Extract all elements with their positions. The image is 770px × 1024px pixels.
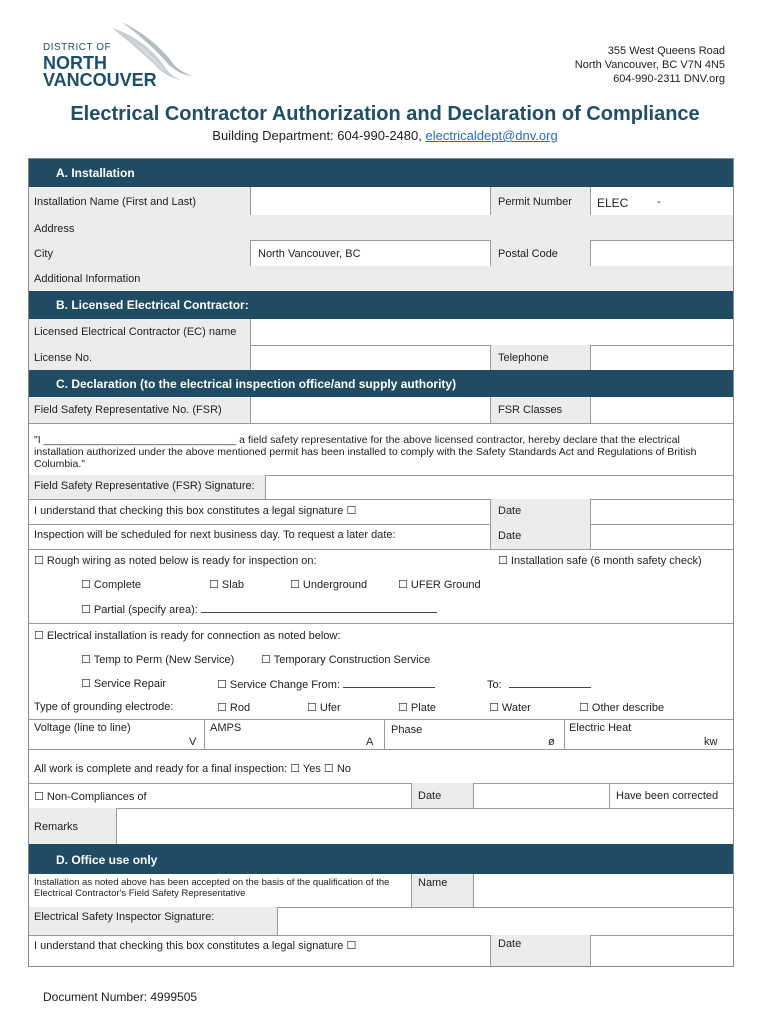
temp-construction-checkbox[interactable]: ☐ Temporary Construction Service (261, 654, 431, 666)
permit-number-label: Permit Number (498, 196, 572, 208)
permit-dash: - (657, 196, 661, 208)
ufer-checkbox[interactable]: ☐ Ufer (307, 702, 341, 714)
to-label: To: (487, 679, 502, 691)
grounding-label: Type of grounding electrode: (34, 701, 174, 713)
ufer-ground-checkbox[interactable]: ☐ UFER Ground (398, 579, 481, 591)
permit-number-input[interactable] (591, 187, 733, 215)
permit-prefix: ELEC (597, 196, 629, 210)
fsr-signature-input[interactable] (266, 475, 733, 499)
office-name-input[interactable] (474, 874, 733, 907)
non-compliances-checkbox[interactable]: ☐ Non-Compliances of (34, 791, 147, 803)
final-inspection-checkboxes[interactable]: All work is complete and ready for a final inspection: ☐ Yes ☐ No (34, 763, 351, 775)
section-d-title: D. Office use only (56, 853, 158, 867)
license-no-label: License No. (34, 352, 93, 364)
ec-name-label: Licensed Electrical Contractor (EC) name (34, 326, 237, 338)
inspection-date-label: Date (498, 530, 522, 542)
rod-checkbox[interactable]: ☐ Rod (217, 702, 251, 714)
electric-heat-unit: kw (704, 736, 718, 748)
ec-name-input[interactable] (251, 319, 733, 345)
installation-safe-checkbox[interactable]: ☐ Installation safe (6 month safety check) (498, 555, 702, 567)
underground-checkbox[interactable]: ☐ Underground (290, 579, 368, 591)
service-change-to (487, 677, 591, 691)
phase-label: Phase (391, 724, 423, 736)
corrected-label: Have been corrected (616, 790, 719, 802)
declaration-text: "I _________________________________ a field safety representative for the above licensed contractor, hereby declare that the electrical installation authorized under the above mentioned permit has been installed to comply with the Safety Standards Act and Regulations of British Columbia." (34, 434, 697, 470)
email-link[interactable]: electricaldept@dnv.org (425, 128, 558, 143)
postal-code-label: Postal Code (498, 248, 558, 260)
fsr-signature-label: Field Safety Representative (FSR) Signature: (34, 480, 255, 492)
electric-heat-label: Electric Heat (569, 722, 632, 734)
partial-checkbox[interactable] (81, 602, 437, 616)
fsr-date-input[interactable] (591, 499, 733, 524)
accepted-note: Installation as noted above has been accepted on the basis of the qualification of the Electrical Contractor's Field Safety Representative (34, 877, 390, 899)
connection-ready-checkbox[interactable]: ☐ Electrical installation is ready for connection as noted below: (34, 630, 341, 642)
installation-name-input[interactable] (251, 187, 489, 215)
document-number: Document Number: 4999505 (43, 990, 198, 1004)
section-b-header (29, 291, 733, 319)
address-label: Address (34, 223, 75, 235)
non-compliances-date-input[interactable] (474, 783, 609, 808)
inspector-date-label: Date (498, 938, 522, 950)
address-line1: 355 West Queens Road (607, 45, 725, 57)
section-d-header (29, 844, 733, 874)
plate-checkbox[interactable]: ☐ Plate (398, 702, 436, 714)
installation-name-label: Installation Name (First and Last) (34, 196, 197, 208)
fsr-classes-input[interactable] (591, 397, 733, 423)
partial-label: ☐ Partial (specify area): (81, 604, 198, 616)
slab-checkbox[interactable]: ☐ Slab (209, 579, 244, 591)
non-compliances-date-label: Date (418, 790, 442, 802)
section-c-title: C. Declaration (to the electrical inspection office/and supply authority) (56, 377, 457, 391)
inspection-note: Inspection will be scheduled for next business day. To request a later date: (34, 529, 396, 541)
remarks-input[interactable] (117, 808, 733, 844)
section-a-title: A. Installation (56, 166, 135, 180)
fsr-legal-signature-checkbox[interactable]: I understand that checking this box constitutes a legal signature ☐ (34, 505, 357, 517)
office-address (575, 44, 725, 86)
postal-code-input[interactable] (591, 240, 733, 266)
authorization-form (28, 158, 734, 967)
amps-label: AMPS (210, 722, 242, 734)
logo-line3: VANCOUVER (43, 70, 157, 90)
inspector-legal-signature-checkbox[interactable]: I understand that checking this box constitutes a legal signature ☐ (34, 940, 357, 952)
logo-line1: DISTRICT OF (43, 42, 112, 53)
inspector-signature-input[interactable] (278, 907, 733, 935)
service-change-label: ☐ Service Change From: (217, 679, 340, 691)
rough-wiring-checkbox[interactable]: ☐ Rough wiring as noted below is ready for inspection on: (34, 555, 317, 567)
district-logo (40, 20, 210, 92)
telephone-label: Telephone (498, 352, 549, 364)
license-no-input[interactable] (251, 345, 489, 370)
address-line3: 604-990-2311 DNV.org (613, 73, 725, 85)
phase-unit: ø (548, 736, 555, 748)
city-input[interactable]: North Vancouver, BC (258, 248, 361, 260)
page-title: Electrical Contractor Authorization and Declaration of Compliance (70, 103, 700, 125)
water-checkbox[interactable]: ☐ Water (489, 702, 531, 714)
page-subtitle (0, 128, 770, 143)
section-a-header (29, 159, 733, 187)
section-b-title: B. Licensed Electrical Contractor: (56, 298, 249, 312)
fsr-no-input[interactable] (251, 397, 489, 423)
fsr-date-label: Date (498, 505, 522, 517)
fsr-classes-label: FSR Classes (498, 404, 563, 416)
address-line2: North Vancouver, BC V7N 4N5 (574, 59, 725, 71)
service-change-to-input[interactable] (509, 677, 591, 688)
fsr-no-label: Field Safety Representative No. (FSR) (34, 404, 222, 416)
inspector-signature-label: Electrical Safety Inspector Signature: (34, 911, 215, 923)
additional-info-label: Additional Information (34, 273, 141, 285)
voltage-unit: V (189, 736, 197, 748)
city-label: City (34, 248, 53, 260)
service-change-from-input[interactable] (343, 677, 435, 688)
service-change-checkbox[interactable] (217, 677, 435, 691)
voltage-label: Voltage (line to line) (34, 722, 131, 734)
complete-checkbox[interactable]: ☐ Complete (81, 579, 141, 591)
section-c-header (29, 370, 733, 397)
temp-to-perm-checkbox[interactable]: ☐ Temp to Perm (New Service) (81, 654, 235, 666)
inspection-date-input[interactable] (591, 524, 733, 549)
amps-unit: A (366, 736, 374, 748)
name-label: Name (418, 877, 448, 889)
other-checkbox[interactable]: ☐ Other describe (579, 702, 665, 714)
logo-line2: NORTH (43, 53, 107, 73)
inspector-date-input[interactable] (591, 935, 733, 966)
service-repair-checkbox[interactable]: ☐ Service Repair (81, 678, 167, 690)
subtitle-phone: Building Department: 604-990-2480, (212, 128, 422, 143)
partial-area-input[interactable] (201, 602, 437, 613)
remarks-label: Remarks (34, 821, 79, 833)
telephone-input[interactable] (591, 345, 733, 370)
